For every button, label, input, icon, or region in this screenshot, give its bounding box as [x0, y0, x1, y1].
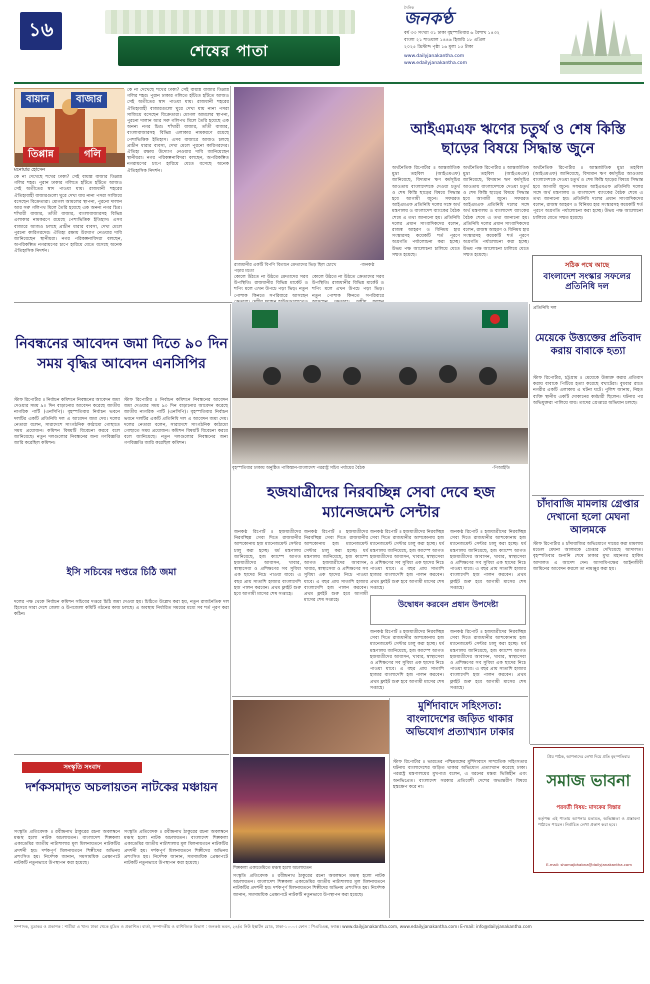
section-tag: সংস্কৃতি সংবাদ: [22, 762, 142, 773]
article-body: অর্থনৈতিক রিপোর্টার ॥ আন্তর্জাতিক মুদ্রা তহবিল (আইএমএফ) জানিয়েছে, বিদ্যমান ঋণ কর্মসূচির আওতায় বাংলাদেশকে দেওয়া চতুর্থ ও শেষ কিস্তি ছাড়ের বিষয়ে সিদ্ধান্ত হবে আগামী জুনে। সফররত আইএমএফ প্রতিনিধি দলের সঙ্গে অর্থ মন্ত্রণালয় ও বাংলাদেশ ব্যাংকের বৈঠক শেষে এ তথ্য জানানো হয়। প্রতিনিধি দলের প্রধান সাংবাদিকদের বলেন, রাজস্ব আহরণ ও বিনিময় হার সংস্কারসহ কয়েকটি শর্ত পূরণে অগ্রগতি পর্যালোচনা করা হচ্ছে। উভয় পক্ষ আলোচনা চালিয়ে যেতে সম্মত হয়েছে।: [463, 166, 530, 258]
photo-credit: -পিআইডি: [492, 466, 510, 471]
monument-illustration: [560, 6, 642, 74]
photo-caption: রাজধানীর একটি বিপণি বিতানে ক্রেতাদের ভিড় ছিল চোখে পড়ার মতো: [234, 263, 337, 274]
photo-caption: বৃহস্পতিবার ঢাকায় অনুষ্ঠিত পাকিস্তান-বাংলাদেশ পররাষ্ট্র সচিব পর্যায়ের বৈঠক: [232, 466, 365, 471]
bazaar-label: গলি: [79, 147, 106, 163]
article-body: অর্থনৈতিক রিপোর্টার ॥ আন্তর্জাতিক মুদ্রা তহবিল (আইএমএফ) জানিয়েছে, বিদ্যমান ঋণ কর্মসূচির আওতায় বাংলাদেশকে দেওয়া চতুর্থ ও শেষ কিস্তি ছাড়ের বিষয়ে সিদ্ধান্ত হবে আগামী জুনে। সফররত আইএমএফ প্রতিনিধি দলের সঙ্গে অর্থ মন্ত্রণালয় ও বাংলাদেশ ব্যাংকের বৈঠক শেষে এ তথ্য জানানো হয়। প্রতিনিধি দলের প্রধান সাংবাদিকদের বলেন, রাজস্ব আহরণ ও বিনিময় হার সংস্কারসহ কয়েকটি শর্ত পূরণে অগ্রগতি পর্যালোচনা করা হচ্ছে। উভয় পক্ষ আলোচনা চালিয়ে যেতে সম্মত হয়েছে।: [533, 166, 643, 221]
article-body: কোলে উঠতে না উঠতে ক্রেতাদের সরব উপস্থিতি। রাজধানীর বিভিন্ন মার্কেট ও শপিং মলে এখন উপচে পড়া ভিড়। নতুন পোশাক কিনতে সপরিবারে আসছেন: [234, 275, 308, 299]
article-body: স্টাফ রিপোর্টার ॥ চাঁদাবাজির অভিযোগে দায়ের করা মামলায় মডেল মেঘনা আলমকে গ্রেপ্তার দেখিয়েছে আদালত। বৃহস্পতিবার শুনানি শেষে ঢাকার মুখ্য মহানগর হাকিম আদালত এ আদেশ দেন। আসামিপক্ষের আইনজীবী জামিনের আবেদন করলে তা নামঞ্জুর করা হয়।: [533, 542, 643, 572]
headline: নিবন্ধনের আবেদন জমা দিতে ৯০ দিন সময় বৃদ্ধির আবেদন এনসিপির: [15, 336, 228, 372]
article-body: কে না দেখেছে শখের ঢাকা? সেই বায়ান্ন বাজার তিপ্পান্ন গলির শহর। পুরান ঢাকার গলিতে হাঁটতে হাঁটতে আজও সেই অতীতের স্বাদ পাওয়া যায়। রাজধানী শহরের ঐতিহ্যবাহী বাজারগুলো ঘুরে দেখা যায় নানা পসরা সাজিয়ে বসেছেন বিক্রেতারা। মোগল আমলের স্থাপনা, পুরনো দালান আর সরু গলিপথ মিলে তৈরি হয়েছে এক অনন্য নগর চিত্র। শাঁখারী বাজার, তাঁতী বাজার, বাংলাবাজারসহ বিভিন্ন এলাকার নামকরণে রয়েছে পেশাভিত্তিক ইতিহাস। এসব বাজারে আজও চলছে প্রাচীন ধারার ব্যবসা, দেখা মেলে পুরনো কারিগরদের। ঐতিহ্য রক্ষায় উদ্যোগ নেওয়ার দাবি জানিয়েছেন স্থানীয়রা। নগর পরিকল্পনাবিদরা বলছেন, অপরিকল্পিত নগরায়ণের চাপে হারিয়ে যেতে বসেছে অনেক ঐতিহাসিক নিদর্শন।: [14, 175, 122, 255]
side-story-box: [532, 255, 642, 302]
byline: মনোয়ার হোসেন: [14, 168, 46, 173]
headline: চাঁদাবাজি মামলায় গ্রেপ্তার দেখানো হলো মেঘনা আলমকে: [536, 499, 640, 536]
masthead-line: বর্ষ ৩৩ সংখ্যা ৩১ ঢাকা বৃহস্পতিবার ৬ বৈশাখ ১৪৩২: [404, 31, 500, 36]
masthead-line: ২০২৫ খ্রিস্টাব্দ পৃষ্ঠা ১৬ মূল্য ১৫ টাকা: [404, 45, 474, 50]
ad-subtitle: পরবর্তী বিষয়: মাদকের বিস্তার: [556, 805, 621, 811]
article-body: জনকণ্ঠ রিপোর্ট ॥ হজযাত্রীদের নিরবচ্ছিন্ন সেবা দিতে রাজধানীর আশকোনায় হজ ম্যানেজমেন্ট সেন্টার চালু করা হচ্ছে। ধর্ম মন্ত্রণালয় জানিয়েছে, হজ ক্যাম্পে আগত হজযাত্রীদের আবাসন, খাবার, স্বাস্থ্যসেবা ও প্রশিক্ষণের সব সুবিধা এক ছাদের নিচে পাওয়া যাবে। এ বছর প্রায় সাতাশি হাজার বাংলাদেশি হজ পালন করবেন। প্রথম ফ্লাইট শুরু হবে আগামী মাসের শেষ সপ্তাহে।: [450, 630, 526, 691]
advertisement[interactable]: [533, 747, 644, 873]
lead-headline: আইএমএফ ঋণের চতুর্থ ও শেষ কিস্তি ছাড়ের বিষয়ে সিদ্ধান্ত জুনে: [410, 122, 626, 157]
article-body: প্রতিনিধি দল: [533, 306, 557, 311]
article-body: জনকণ্ঠ রিপোর্ট ॥ হজযাত্রীদের নিরবচ্ছিন্ন সেবা দিতে রাজধানীর আশকোনায় হজ ম্যানেজমেন্ট সেন্টার চালু করা হচ্ছে। ধর্ম মন্ত্রণালয় জানিয়েছে, হজ ক্যাম্পে আগত হজযাত্রীদের আবাসন, খাবার, স্বাস্থ্যসেবা ও প্রশিক্ষণের সব সুবিধা এক ছাদের নিচে পাওয়া যাবে। এ বছর প্রায় সাতাশি হাজার বাংলাদেশি হজ পালন করবেন। প্রথম ফ্লাইট শুরু হবে আগামী মাসের শেষ সপ্তাহে।: [370, 530, 444, 591]
article-body: স্টাফ রিপোর্টার ॥ নির্বাচন কমিশনে নিবন্ধনের আবেদন জমা দেওয়ার সময় ৯০ দিন বাড়ানোর আবেদন করেছে জাতীয় নাগরিক পার্টি (এনসিপি)। বৃহস্পতিবার নির্বাচন ভবনে দলটির একটি প্রতিনিধি দল এ আবেদন জমা দেয়। দলের নেতারা বলেন, সারাদেশে সাংগঠনিক কাঠামো গোছাতে সময় প্রয়োজন। কমিশন বিষয়টি বিবেচনা করবে বলে জানিয়েছে। নতুন দলগুলোর নিবন্ধনের জন্য গণবিজ্ঞপ্তি জারি করেছিল কমিশন।: [14, 398, 121, 447]
sub-headline-box: [370, 595, 526, 625]
article-body: স্টাফ রিপোর্টার, চট্টগ্রাম ॥ মেয়েকে উত্ত্যক্ত করার প্রতিবাদ করায় বাবাকে পিটিয়ে হত্যা করেছে বখাটেরা। বুধবার রাতে নগরীর একটি এলাকায় এ ঘটনা ঘটে। পুলিশ জানায়, নিহত ব্যক্তি স্থানীয় একটি দোকানের কর্মচারী ছিলেন। ঘটনার পর অভিযুক্তরা পালিয়ে যায়। তাদের গ্রেপ্তারে অভিযান চলছে।: [533, 376, 643, 406]
meeting-illustration: [232, 302, 528, 464]
sub-headline: ইসি সচিবের দপ্তরে চিঠি জমা: [66, 567, 177, 578]
header-decoration: [105, 10, 355, 34]
ad-body: কর্তৃপক্ষ এই পাতায় আপনার মতামত, অভিজ্ঞতা ও প্রস্তাবনা পাঠাতে পারেন। নির্বাচিত লেখা প্রকাশ করা হবে।: [538, 816, 640, 828]
ad-title: সমাজ ভাবনা: [546, 771, 631, 790]
article-body: স্টাফ রিপোর্টার ॥ ভারতের পশ্চিমবঙ্গের মুর্শিদাবাদে সাম্প্রতিক সহিংসতার ঘটনায় বাংলাদেশের জড়িত থাকার অভিযোগ প্রত্যাখ্যান করেছে ঢাকা। পররাষ্ট্র মন্ত্রণালয়ের মুখপাত্র বলেন, এ ধরনের মন্তব্য ভিত্তিহীন এবং অনভিপ্রেত। বাংলাদেশ সরকার প্রতিবেশী দেশের অভ্যন্তরীণ বিষয়ে হস্তক্ষেপ করে না।: [393, 760, 527, 790]
news-photo: [233, 700, 389, 754]
article-body: জনকণ্ঠ রিপোর্ট ॥ হজযাত্রীদের নিরবচ্ছিন্ন সেবা দিতে রাজধানীর আশকোনায় হজ ম্যানেজমেন্ট সেন্টার চালু করা হচ্ছে। ধর্ম মন্ত্রণালয় জানিয়েছে, হজ ক্যাম্পে আগত হজযাত্রীদের আবাসন, খাবার, স্বাস্থ্যসেবা ও প্রশিক্ষণের সব সুবিধা এক ছাদের নিচে পাওয়া যাবে। এ বছর প্রায় সাতাশি হাজার বাংলাদেশি হজ পালন করবেন। প্রথম ফ্লাইট শুরু হবে আগামী মাসের শেষ সপ্তাহে।: [234, 530, 301, 598]
article-body: সংস্কৃতি প্রতিবেদক ॥ রবীন্দ্রনাথ ঠাকুরের রচনা অবলম্বনে মঞ্চস্থ হলো নাটক অচলায়তন। বাংলাদেশ শিল্পকলা একাডেমির জাতীয় নাট্যশালার মূল মিলনায়তনে নাটকটির প্রদর্শনী হয়। দর্শকপূর্ণ মিলনায়তনে শিল্পীদের অভিনয় প্রশংসিত হয়। নির্দেশক জানান, সমসাময়িক প্রেক্ষাপটে নাটকটি নতুনভাবে উপস্থাপন করা হয়েছে।: [233, 874, 385, 898]
ad-text: প্রিয় পাঠক, আপনাদের লেখা দিয়ে প্রতি বৃহস্পতিবার: [547, 754, 630, 759]
masthead-logo: জনকণ্ঠ: [404, 9, 454, 29]
article-body: জনকণ্ঠ রিপোর্ট ॥ হজযাত্রীদের নিরবচ্ছিন্ন সেবা দিতে রাজধানীর আশকোনায় হজ ম্যানেজমেন্ট সেন্টার চালু করা হচ্ছে। ধর্ম মন্ত্রণালয় জানিয়েছে, হজ ক্যাম্পে আগত হজযাত্রীদের আবাসন, খাবার, স্বাস্থ্যসেবা ও প্রশিক্ষণের সব সুবিধা এক ছাদের নিচে পাওয়া যাবে। এ বছর প্রায় সাতাশি হাজার বাংলাদেশি হজ পালন করবেন। প্রথম ফ্লাইট শুরু হবে আগামী মাসের শেষ সপ্তাহে।: [370, 630, 444, 691]
article-body: দলের পক্ষ থেকে নির্বাচন কমিশন সচিবের দপ্তরে চিঠি জমা দেওয়া হয়। চিঠিতে উল্লেখ করা হয়, নতুন রাজনৈতিক দল হিসেবে সারা দেশে জেলা ও উপজেলা কমিটি গঠনের কাজ চলছে। এ অবস্থায় নির্ধারিত সময়ের মধ্যে সব শর্ত পূরণ করা কঠিন।: [14, 600, 229, 618]
article-body: সংস্কৃতি প্রতিবেদক ॥ রবীন্দ্রনাথ ঠাকুরের রচনা অবলম্বনে মঞ্চস্থ হলো নাটক অচলায়তন। বাংলাদেশ শিল্পকলা একাডেমির জাতীয় নাট্যশালার মূল মিলনায়তনে নাটকটির প্রদর্শনী হয়। দর্শকপূর্ণ মিলনায়তনে শিল্পীদের অভিনয় প্রশংসিত হয়। নির্দেশক জানান, সমসাময়িক প্রেক্ষাপটে নাটকটি নতুনভাবে উপস্থাপন করা হয়েছে।: [14, 830, 120, 867]
headline: হজযাত্রীদের নিরবচ্ছিন্ন সেবা দেবে হজ ম্যানেজমেন্ট সেন্টার: [267, 483, 495, 521]
ad-email[interactable]: E-mail: shomajbhabna@dailyjanakantha.com: [546, 862, 632, 867]
headline: মেয়েকে উত্ত্যক্তের প্রতিবাদ করায় বাবাকে হত্যা: [534, 333, 642, 357]
article-body: জনকণ্ঠ রিপোর্ট ॥ হজযাত্রীদের নিরবচ্ছিন্ন সেবা দিতে রাজধানীর আশকোনায় হজ ম্যানেজমেন্ট সেন্টার চালু করা হচ্ছে। ধর্ম মন্ত্রণালয় জানিয়েছে, হজ ক্যাম্পে আগত হজযাত্রীদের আবাসন, খাবার, স্বাস্থ্যসেবা ও প্রশিক্ষণের সব সুবিধা এক ছাদের নিচে পাওয়া যাবে। এ বছর প্রায় সাতাশি হাজার বাংলাদেশি হজ পালন করবেন। প্রথম ফ্লাইট শুরু হবে আগামী মাসের শেষ সপ্তাহে।: [450, 530, 526, 591]
headline: মুর্শিদাবাদে সহিংসতা: বাংলাদেশের জড়িত থাকার অভিযোগ প্রত্যাখ্যান ঢাকার: [405, 701, 515, 738]
article-body: সংস্কৃতি প্রতিবেদক ॥ রবীন্দ্রনাথ ঠাকুরের রচনা অবলম্বনে মঞ্চস্থ হলো নাটক অচলায়তন। বাংলাদেশ শিল্পকলা একাডেমির জাতীয় নাট্যশালার মূল মিলনায়তনে নাটকটির প্রদর্শনী হয়। দর্শকপূর্ণ মিলনায়তনে শিল্পীদের অভিনয় প্রশংসিত হয়। নির্দেশক জানান, সমসাময়িক প্রেক্ষাপটে নাটকটি নতুনভাবে উপস্থাপন করা হয়েছে।: [124, 830, 228, 867]
section-title: শেষের পাতা: [118, 36, 340, 66]
side-kicker: সঠিক পথে আছে: [564, 261, 610, 269]
article-body: স্টাফ রিপোর্টার ॥ নির্বাচন কমিশনে নিবন্ধনের আবেদন জমা দেওয়ার সময় ৯০ দিন বাড়ানোর আবেদন করেছে জাতীয় নাগরিক পার্টি (এনসিপি)। বৃহস্পতিবার নির্বাচন ভবনে দলটির একটি প্রতিনিধি দল এ আবেদন জমা দেয়। দলের নেতারা বলেন, সারাদেশে সাংগঠনিক কাঠামো গোছাতে সময় প্রয়োজন। কমিশন বিষয়টি বিবেচনা করবে বলে জানিয়েছে। নতুন দলগুলোর নিবন্ধনের জন্য গণবিজ্ঞপ্তি জারি করেছিল কমিশন।: [124, 398, 228, 447]
drama-photo: [233, 757, 385, 863]
photo-caption: শিল্পকলা একাডেমিতে মঞ্চস্থ হলো অচলায়তন: [233, 866, 312, 871]
meeting-photo: [232, 302, 528, 464]
fashion-photo: [234, 87, 384, 260]
article-body: জনকণ্ঠ রিপোর্ট ॥ হজযাত্রীদের নিরবচ্ছিন্ন সেবা দিতে রাজধানীর আশকোনায় হজ ম্যানেজমেন্ট সেন্টার চালু করা হচ্ছে। ধর্ম মন্ত্রণালয় জানিয়েছে, হজ ক্যাম্পে আগত হজযাত্রীদের আবাসন, খাবার, স্বাস্থ্যসেবা ও প্রশিক্ষণের সব সুবিধা এক ছাদের নিচে পাওয়া যাবে। এ বছর প্রায় সাতাশি হাজার বাংলাদেশি হজ পালন করবেন। প্রথম ফ্লাইট শুরু হবে আগামী মাসের শেষ সপ্তাহে।: [304, 530, 368, 604]
website-link[interactable]: www.dailyjanakantha.com: [404, 54, 465, 59]
article-body: অর্থনৈতিক রিপোর্টার ॥ আন্তর্জাতিক মুদ্রা তহবিল (আইএমএফ) জানিয়েছে, বিদ্যমান ঋণ কর্মসূচির আওতায় বাংলাদেশকে দেওয়া চতুর্থ ও শেষ কিস্তি ছাড়ের বিষয়ে সিদ্ধান্ত হবে আগামী জুনে। সফররত আইএমএফ প্রতিনিধি দলের সঙ্গে অর্থ মন্ত্রণালয় ও বাংলাদেশ ব্যাংকের বৈঠক শেষে এ তথ্য জানানো হয়। প্রতিনিধি দলের প্রধান সাংবাদিকদের বলেন, রাজস্ব আহরণ ও বিনিময় হার সংস্কারসহ কয়েকটি শর্ত পূরণে অগ্রগতি পর্যালোচনা করা হচ্ছে। উভয় পক্ষ আলোচনা চালিয়ে যেতে সম্মত হয়েছে।: [392, 166, 460, 258]
imprint: সম্পাদক, মুদ্রাকর ও প্রকাশক : শামীমা এ খান। ঢাকা থেকে মুদ্রিত ও প্রকাশিত। বার্তা, সম্পাদকীয় ও বাণিজ্যিক বিভাগ : জনকণ্ঠ ভবন, ২৪/এ নিউ ইস্কাটন রোড, ঢাকা-১০০০। ফোন : পিএবিএক্স, ফ্যাক্স। www.dailyjanakantha.com, www.edailyjanakantha.com। E-mail: info@dailyjanakantha.com: [14, 924, 532, 929]
masthead-tag: দৈনিক: [404, 5, 415, 10]
masthead-line: বাংলা ২১ শাওয়াল ১৪৪৬ হিজরি ১৮ এপ্রিল: [404, 38, 486, 43]
article-body: কোলে উঠতে না উঠতে ক্রেতাদের সরব উপস্থিতি। রাজধানীর বিভিন্ন মার্কেট ও শপিং মলে এখন উপচে পড়া ভিড়। নতুন পোশাক কিনতে সপরিবারে: [312, 275, 384, 299]
bazaar-label: বায়ান: [21, 92, 54, 108]
headline: দর্শকসমাদৃত অচলায়তন নাটকের মঞ্চায়ন: [25, 780, 218, 794]
bazaar-label: তিপ্পান্ন: [23, 147, 59, 163]
bazaar-graphic: [14, 88, 124, 166]
page-number: ১৬: [20, 12, 62, 50]
bazaar-label: বাজার: [71, 92, 107, 108]
website-link[interactable]: www.edailyjanakantha.com: [404, 61, 468, 66]
side-headline: বাংলাদেশ সংস্কার সফলের প্রতিনিধি দল: [543, 272, 631, 292]
photo-credit: -জনকণ্ঠ: [360, 263, 375, 268]
article-body: কে না দেখেছে শখের ঢাকা? সেই বায়ান্ন বাজার তিপ্পান্ন গলির শহর। পুরান ঢাকার গলিতে হাঁটতে হাঁটতে আজও সেই অতীতের স্বাদ পাওয়া যায়। রাজধানী শহরের ঐতিহ্যবাহী বাজারগুলো ঘুরে দেখা যায় নানা পসরা সাজিয়ে বসেছেন বিক্রেতারা। মোগল আমলের স্থাপনা, পুরনো দালান আর সরু গলিপথ মিলে তৈরি হয়েছে এক অনন্য নগর চিত্র। শাঁখারী বাজার, তাঁতী বাজার, বাংলাবাজারসহ বিভিন্ন এলাকার নামকরণে রয়েছে পেশাভিত্তিক ইতিহাস। এসব বাজারে আজও চলছে প্রাচীন ধারার ব্যবসা, দেখা মেলে পুরনো কারিগরদের। ঐতিহ্য রক্ষায় উদ্যোগ নেওয়ার দাবি জানিয়েছেন স্থানীয়রা। নগর পরিকল্পনাবিদরা বলছেন, অপরিকল্পিত নগরায়ণের চাপে হারিয়ে যেতে বসেছে অনেক ঐতিহাসিক নিদর্শন।: [127, 88, 229, 174]
sub-headline: উদ্বোধন করবেন প্রধান উপদেষ্টা: [397, 600, 499, 609]
